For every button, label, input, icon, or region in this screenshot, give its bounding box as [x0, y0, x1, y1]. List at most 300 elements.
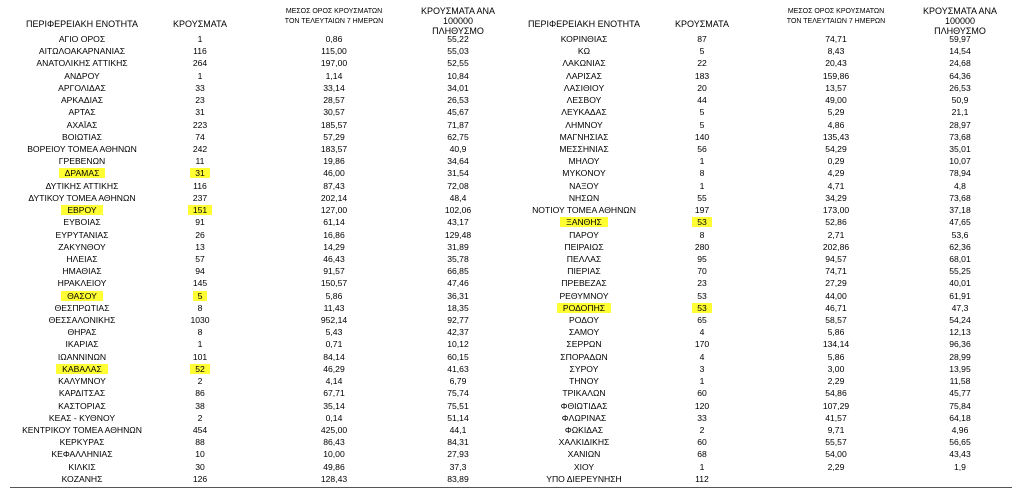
region-cell [10, 155, 154, 167]
region-cell [10, 461, 154, 473]
region-cell-text: ΚΕΝΤΡΙΚΟΥ ΤΟΜΕΑ ΑΘΗΝΩΝ [22, 425, 142, 435]
per-100000-cell [406, 94, 510, 106]
table-row [10, 131, 510, 143]
avg-cell-text: 134,14 [822, 339, 850, 350]
avg-cell [766, 277, 906, 289]
per-100000-cell [908, 33, 1012, 45]
avg-cell [264, 265, 404, 277]
table-row [512, 473, 1012, 485]
avg-cell [264, 167, 404, 179]
table-row [512, 253, 1012, 265]
per-100000-cell [406, 424, 510, 436]
avg-cell [264, 473, 404, 485]
per-100000-cell [406, 119, 510, 131]
avg-cell-text: 74,71 [825, 34, 847, 44]
cases-cell [662, 326, 742, 338]
cases-cell [662, 155, 742, 167]
region-cell [10, 82, 154, 94]
per-100000-cell [406, 290, 510, 302]
region-cell [10, 314, 154, 326]
avg-cell-text: 1,14 [325, 70, 343, 81]
avg-cell-text: 9,71 [827, 425, 845, 435]
cases-cell [160, 351, 240, 363]
table-row [10, 155, 510, 167]
avg-cell [766, 338, 906, 350]
table-row [10, 412, 510, 424]
cases-cell [160, 375, 240, 387]
region-cell [512, 94, 656, 106]
per-100000-cell-text: 34,01 [447, 82, 469, 93]
avg-cell-text: 0,71 [325, 339, 343, 350]
cases-cell [160, 412, 240, 424]
per-100000-cell [908, 424, 1012, 436]
cases-cell [662, 351, 742, 363]
avg-cell-text: 4,14 [325, 376, 343, 387]
avg-cell [264, 314, 404, 326]
region-cell [10, 131, 154, 143]
table-row [10, 82, 510, 94]
region-cell-text: ΑΧΑΪΑΣ [66, 119, 98, 130]
per-100000-cell-text: 28,97 [949, 119, 971, 130]
cases-cell-text: 30 [195, 461, 205, 472]
avg-cell-text: 3,00 [827, 363, 845, 374]
region-cell-text: ΚΑΒΑΛΑΣ [56, 364, 108, 374]
avg-cell-text: 46,71 [825, 302, 847, 313]
table-row [10, 143, 510, 155]
cases-cell [160, 461, 240, 473]
avg-cell-text: 10,00 [323, 449, 345, 460]
region-cell [512, 265, 656, 277]
header-avg-7-days: ΜΕΣΟΣ ΟΡΟΣ ΚΡΟΥΣΜΑΤΩΝ ΤΟΝ ΤΕΛΕΥΤΑΙΩΝ 7 ΗΜΕΡΩΝ [786, 8, 886, 25]
region-cell [10, 326, 154, 338]
cases-cell-text: 112 [695, 473, 709, 484]
per-100000-cell [406, 192, 510, 204]
left-table [10, 6, 510, 485]
region-cell [512, 45, 656, 57]
table-row [10, 57, 510, 69]
cases-cell-text: 151 [188, 205, 212, 215]
region-cell [512, 302, 656, 314]
avg-cell-text: 54,29 [825, 143, 847, 154]
table-row [512, 387, 1012, 399]
avg-cell-text: 2,71 [827, 229, 845, 240]
region-cell-text: ΝΑΞΟΥ [569, 180, 599, 191]
cases-cell-text: 95 [697, 253, 707, 264]
per-100000-cell [908, 253, 1012, 265]
left-table-header [10, 6, 510, 36]
per-100000-cell [908, 131, 1012, 143]
cases-cell [662, 143, 742, 155]
per-100000-cell-text: 44,1 [449, 425, 467, 435]
per-100000-cell-text: 35,78 [447, 253, 469, 264]
per-100000-cell [406, 143, 510, 155]
avg-cell [766, 387, 906, 399]
table-row [512, 131, 1012, 143]
table-row [512, 204, 1012, 216]
table-row [10, 241, 510, 253]
region-cell-text: ΗΛΕΙΑΣ [66, 253, 98, 264]
region-cell-text: ΞΑΝΘΗΣ [560, 217, 608, 227]
avg-cell-text: 54,00 [825, 449, 847, 460]
region-cell-text: ΚΕΑΣ - ΚΥΘΝΟΥ [48, 412, 116, 423]
avg-cell [766, 241, 906, 253]
per-100000-cell [406, 82, 510, 94]
region-cell-text: ΡΕΘΥΜΝΟΥ [559, 290, 609, 301]
region-cell [512, 216, 656, 228]
per-100000-cell [908, 119, 1012, 131]
avg-cell-text: 94,57 [825, 253, 847, 264]
table-row [512, 314, 1012, 326]
per-100000-cell-text: 48,4 [449, 192, 467, 203]
per-100000-cell-text: 64,18 [949, 412, 971, 423]
avg-cell [766, 229, 906, 241]
per-100000-cell-text: 43,43 [949, 449, 971, 460]
table-row [512, 412, 1012, 424]
per-100000-cell-text: 27,93 [447, 449, 469, 460]
region-cell-text: ΦΩΚΙΔΑΣ [564, 425, 604, 435]
cases-cell [160, 436, 240, 448]
avg-cell [264, 229, 404, 241]
avg-cell [766, 265, 906, 277]
region-cell-text: ΔΥΤΙΚΟΥ ΤΟΜΕΑ ΑΘΗΝΩΝ [28, 192, 136, 203]
per-100000-cell-text: 75,51 [447, 400, 469, 411]
region-cell [10, 338, 154, 350]
region-cell-text: ΜΑΓΝΗΣΙΑΣ [559, 131, 609, 142]
per-100000-cell-text: 13,95 [949, 363, 971, 374]
avg-cell [264, 363, 404, 375]
cases-cell [662, 106, 742, 118]
region-cell-text: ΕΥΡΥΤΑΝΙΑΣ [55, 229, 109, 240]
avg-cell [766, 314, 906, 326]
cases-cell-text: 197 [694, 205, 710, 216]
cases-cell [662, 363, 742, 375]
region-cell-text: ΑΝΔΡΟΥ [64, 70, 100, 81]
cases-cell-text: 120 [694, 400, 710, 411]
cases-cell [160, 143, 240, 155]
cases-cell-text: 101 [192, 351, 208, 362]
table-row [10, 424, 510, 436]
cases-cell-text: 55 [697, 192, 707, 203]
per-100000-cell [908, 155, 1012, 167]
region-cell-text: ΜΥΚΟΝΟΥ [562, 168, 606, 179]
table-row [512, 82, 1012, 94]
region-cell [512, 436, 656, 448]
table-row [512, 338, 1012, 350]
table-row [512, 155, 1012, 167]
region-cell [512, 461, 656, 473]
table-row [512, 326, 1012, 338]
avg-cell-text: 84,14 [323, 351, 345, 362]
region-cell [512, 290, 656, 302]
region-cell [10, 180, 154, 192]
per-100000-cell-text: 102,06 [444, 205, 472, 216]
region-cell-text: ΤΡΙΚΑΛΩΝ [562, 388, 606, 399]
region-cell-text: ΘΑΣΟΥ [61, 291, 103, 301]
per-100000-cell-text: 28,99 [949, 351, 971, 362]
region-cell [512, 167, 656, 179]
cases-cell [160, 326, 240, 338]
per-100000-cell-text: 45,77 [949, 388, 971, 399]
per-100000-cell-text: 96,36 [949, 339, 971, 350]
cases-cell-text: 91 [195, 217, 205, 228]
region-cell [512, 70, 656, 82]
table-row [10, 265, 510, 277]
region-cell-text: ΛΑΚΩΝΙΑΣ [562, 58, 606, 69]
region-cell [10, 412, 154, 424]
table-row [10, 277, 510, 289]
cases-cell [662, 192, 742, 204]
region-cell [512, 143, 656, 155]
cases-cell-text: 140 [694, 131, 710, 142]
per-100000-cell [406, 277, 510, 289]
cases-cell-text: 53 [692, 303, 712, 313]
region-cell [512, 229, 656, 241]
avg-cell [766, 82, 906, 94]
per-100000-cell [908, 57, 1012, 69]
cases-cell-text: 454 [192, 425, 208, 435]
region-cell [10, 70, 154, 82]
region-cell [512, 375, 656, 387]
avg-cell-text: 5,86 [325, 290, 343, 301]
avg-cell [766, 180, 906, 192]
cases-cell [662, 314, 742, 326]
region-cell-text: ΘΕΣΠΡΩΤΙΑΣ [54, 302, 110, 313]
per-100000-cell-text: 51,14 [447, 412, 469, 423]
avg-cell-text: 30,57 [323, 107, 345, 118]
cases-cell-text: 126 [192, 473, 208, 484]
per-100000-cell [908, 326, 1012, 338]
per-100000-cell [406, 229, 510, 241]
per-100000-cell-text: 10,84 [447, 70, 469, 81]
region-cell-text: ΠΕΙΡΑΙΩΣ [564, 241, 604, 252]
avg-cell-text: 2,29 [827, 461, 845, 472]
cases-cell [662, 180, 742, 192]
table-row [10, 351, 510, 363]
region-cell-text: ΠΑΡΟΥ [569, 229, 599, 240]
cases-cell [662, 400, 742, 412]
avg-cell-text: 4,71 [827, 180, 845, 191]
avg-cell-text: 41,57 [825, 412, 847, 423]
avg-cell-text: 54,86 [825, 388, 847, 399]
cases-cell-text: 70 [697, 266, 707, 277]
per-100000-cell [406, 314, 510, 326]
cases-cell [160, 192, 240, 204]
avg-cell-text: 86,43 [323, 437, 345, 448]
avg-cell-text: 0,86 [325, 34, 343, 44]
cases-cell-text: 53 [692, 217, 712, 227]
cases-cell [662, 241, 742, 253]
region-cell [512, 351, 656, 363]
avg-cell [264, 436, 404, 448]
per-100000-cell [406, 473, 510, 485]
region-cell-text: ΔΥΤΙΚΗΣ ΑΤΤΙΚΗΣ [45, 180, 119, 191]
region-cell [512, 33, 656, 45]
avg-cell-text: 952,14 [320, 315, 348, 326]
cases-cell-text: 8 [699, 168, 705, 179]
region-cell [512, 57, 656, 69]
region-cell-text: ΑΓΙΟ ΟΡΟΣ [58, 34, 106, 44]
avg-cell [766, 192, 906, 204]
per-100000-cell [406, 265, 510, 277]
cases-cell [662, 33, 742, 45]
cases-cell [160, 216, 240, 228]
region-cell [10, 229, 154, 241]
region-cell [10, 302, 154, 314]
avg-cell [766, 375, 906, 387]
region-cell-text: ΕΥΒΟΙΑΣ [63, 217, 101, 228]
avg-cell [264, 277, 404, 289]
cases-cell [662, 473, 742, 485]
table-row [512, 424, 1012, 436]
avg-cell [766, 290, 906, 302]
per-100000-cell [406, 387, 510, 399]
per-100000-cell [908, 229, 1012, 241]
per-100000-cell-text: 11,58 [949, 376, 971, 387]
avg-cell [264, 412, 404, 424]
per-100000-cell-text: 66,85 [447, 266, 469, 277]
region-cell [512, 448, 656, 460]
avg-cell [264, 216, 404, 228]
region-cell-text: ΡΟΔΟΥ [569, 315, 599, 326]
per-100000-cell [908, 167, 1012, 179]
per-100000-cell-text: 55,22 [447, 34, 469, 44]
cases-cell [662, 229, 742, 241]
per-100000-cell [908, 180, 1012, 192]
region-cell-text: ΝΗΣΩΝ [568, 192, 600, 203]
region-cell [10, 265, 154, 277]
avg-cell-text: 52,86 [825, 217, 847, 228]
cases-cell [160, 119, 240, 131]
table-row [10, 70, 510, 82]
region-cell-text: ΘΗΡΑΣ [67, 327, 97, 338]
cases-cell [160, 265, 240, 277]
per-100000-cell-text: 26,53 [949, 82, 971, 93]
per-100000-cell [908, 375, 1012, 387]
per-100000-cell [406, 180, 510, 192]
region-cell [10, 57, 154, 69]
region-cell-text: ΛΑΡΙΣΑΣ [566, 70, 602, 81]
region-cell-text: ΑΝΑΤΟΛΙΚΗΣ ΑΤΤΙΚΗΣ [36, 58, 128, 69]
table-row [10, 216, 510, 228]
region-cell [512, 424, 656, 436]
avg-cell-text: 49,00 [825, 95, 847, 106]
avg-cell-text: 11,43 [323, 302, 345, 313]
per-100000-cell-text: 40,01 [949, 278, 971, 289]
per-100000-cell [406, 338, 510, 350]
per-100000-cell [908, 192, 1012, 204]
cases-cell [662, 131, 742, 143]
region-cell [512, 473, 656, 485]
avg-cell-text: 58,57 [825, 315, 847, 326]
region-cell [10, 424, 154, 436]
region-cell [512, 241, 656, 253]
cases-cell [662, 57, 742, 69]
per-100000-cell [406, 155, 510, 167]
region-cell-text: ΧΑΛΚΙΔΙΚΗΣ [558, 437, 610, 448]
region-cell-text: ΚΙΛΚΙΣ [68, 461, 96, 472]
cases-cell-text: 52 [190, 364, 210, 374]
region-cell [10, 143, 154, 155]
table-row [512, 400, 1012, 412]
avg-cell [766, 70, 906, 82]
table-row [512, 290, 1012, 302]
per-100000-cell [406, 131, 510, 143]
per-100000-cell [406, 57, 510, 69]
per-100000-cell [908, 94, 1012, 106]
table-row [512, 216, 1012, 228]
region-cell-text: ΔΡΑΜΑΣ [59, 168, 106, 178]
cases-cell-text: 2 [699, 425, 705, 435]
left-table-body [10, 33, 510, 485]
cases-cell [160, 253, 240, 265]
region-cell [512, 253, 656, 265]
avg-cell-text: 16,86 [323, 229, 345, 240]
region-cell [512, 363, 656, 375]
per-100000-cell-text: 10,07 [949, 156, 971, 167]
per-100000-cell-text: 24,68 [949, 58, 971, 69]
per-100000-cell [406, 375, 510, 387]
table-row [512, 143, 1012, 155]
per-100000-cell [406, 400, 510, 412]
per-100000-cell [908, 241, 1012, 253]
cases-cell [662, 412, 742, 424]
per-100000-cell-text: 14,54 [949, 46, 971, 57]
cases-cell-text: 65 [697, 315, 707, 326]
region-cell [10, 33, 154, 45]
per-100000-cell-text: 52,55 [447, 58, 469, 69]
region-cell-text: ΣΥΡΟΥ [569, 363, 599, 374]
header-cases: ΚΡΟΥΣΜΑΤΑ [173, 19, 227, 29]
per-100000-cell [406, 33, 510, 45]
region-cell-text: ΙΩΑΝΝΙΝΩΝ [57, 351, 107, 362]
per-100000-cell [406, 45, 510, 57]
table-row [10, 375, 510, 387]
table-row [10, 106, 510, 118]
avg-cell-text: 46,43 [323, 253, 345, 264]
avg-cell [766, 436, 906, 448]
per-100000-cell [406, 302, 510, 314]
avg-cell [766, 106, 906, 118]
per-100000-cell-text: 53,6 [951, 229, 969, 240]
cases-cell-text: 1 [699, 156, 705, 167]
per-100000-cell-text: 1,9 [954, 461, 966, 472]
cases-cell-text: 31 [195, 107, 205, 118]
cases-cell [662, 436, 742, 448]
avg-cell-text: 4,86 [827, 119, 845, 130]
avg-cell-text: 46,00 [323, 168, 345, 179]
header-cases-per-100000: ΚΡΟΥΣΜΑΤΑ ΑΝΑ 100000 ΠΛΗΘΥΣΜΟ [923, 6, 997, 36]
cases-cell-text: 116 [193, 46, 207, 57]
cases-cell [160, 167, 240, 179]
header-region: ΠΕΡΙΦΕΡΕΙΑΚΗ ΕΝΟΤΗΤΑ [527, 19, 641, 29]
cases-cell-text: 264 [192, 58, 208, 69]
cases-cell-text: 57 [195, 253, 205, 264]
cases-cell [160, 400, 240, 412]
region-cell-text: ΚΕΡΚΥΡΑΣ [59, 437, 105, 448]
avg-cell [264, 57, 404, 69]
per-100000-cell [406, 412, 510, 424]
table-row [512, 436, 1012, 448]
region-cell-text: ΦΘΙΩΤΙΔΑΣ [560, 400, 608, 411]
region-cell-text: ΛΕΣΒΟΥ [566, 95, 602, 106]
cases-cell-text: 11 [195, 156, 205, 167]
region-cell-text: ΠΙΕΡΙΑΣ [567, 266, 601, 277]
avg-cell [264, 192, 404, 204]
region-cell [512, 412, 656, 424]
region-cell [10, 94, 154, 106]
avg-cell-text: 5,29 [827, 107, 845, 118]
per-100000-cell-text: 84,31 [447, 437, 469, 448]
